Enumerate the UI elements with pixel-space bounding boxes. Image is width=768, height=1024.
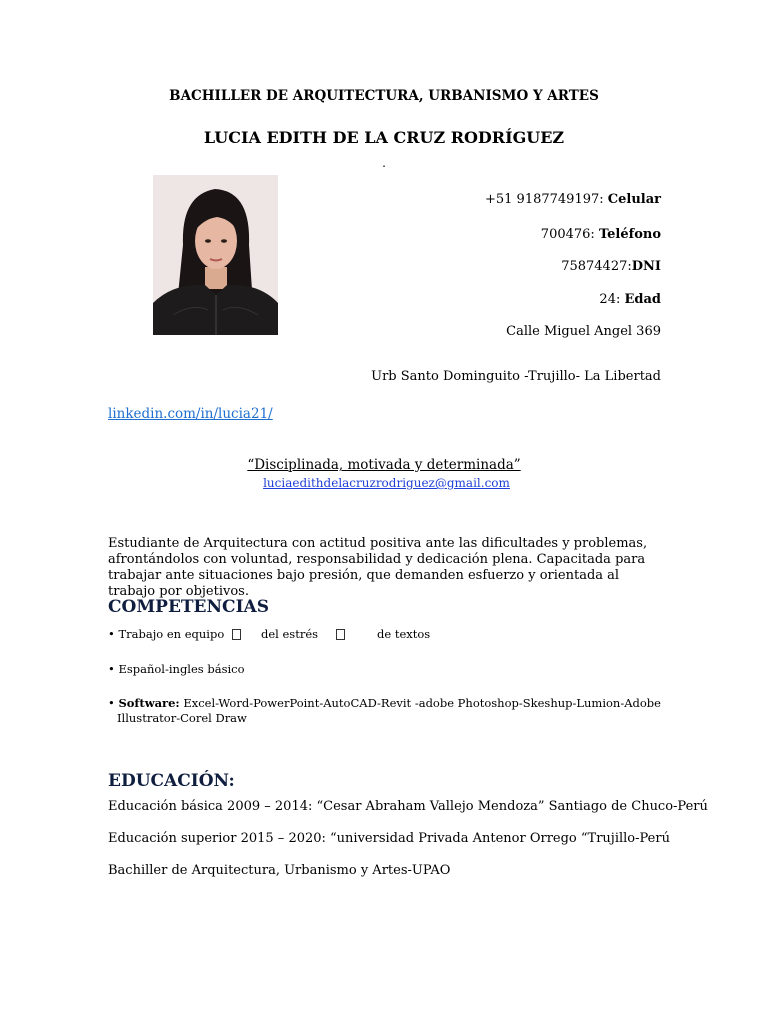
education-basic: Educación básica 2009 – 2014: “Cesar Abraham Vallejo Mendoza” Santiago de Chuco-Perú <box>108 799 708 814</box>
dni-value: 75874427: <box>561 259 632 274</box>
education-degree: Bachiller de Arquitectura, Urbanismo y Artes-UPAO <box>108 863 451 878</box>
edad-line <box>599 292 661 307</box>
competencias-heading: COMPETENCIAS <box>108 597 269 617</box>
competencia-item-1 <box>108 627 241 642</box>
linkedin-link[interactable]: linkedin.com/in/lucia21/ <box>108 406 273 422</box>
email-link[interactable]: luciaedithdelacruzrodriguez@gmail.com <box>263 476 510 490</box>
competencia-teamwork: Trabajo en equipo <box>118 627 225 641</box>
competencia-texts: de textos <box>377 627 431 641</box>
name-dot: . <box>382 156 386 170</box>
bullet: • <box>108 662 115 676</box>
profile-summary: Estudiante de Arquitectura con actitud positiva ante las dificultades y problemas, afrontándolos con voluntad, responsabilidad y dedicación plena. Capacitada para trabajar ante situaciones bajo presión, que demanden esfuerzo y orientada al trabajo por objetivos. <box>108 536 648 599</box>
missing-glyph-icon <box>232 629 241 640</box>
telefono-value: 700476: <box>540 227 599 242</box>
competencia-stress: del estrés <box>261 627 345 642</box>
celular-line <box>485 192 661 207</box>
dni-line <box>561 259 661 274</box>
software-list-continued: Illustrator-Corel Draw <box>117 711 247 725</box>
telefono-label: Teléfono <box>598 227 661 242</box>
competencia-languages: Español-ingles básico <box>118 662 245 676</box>
software-list: Excel-Word-PowerPoint-AutoCAD-Revit -adobe Photoshop-Skeshup-Lumion-Adobe <box>179 696 661 710</box>
educacion-heading: EDUCACIÓN: <box>108 771 235 791</box>
edad-value: 24: <box>599 292 625 307</box>
profile-photo <box>153 175 278 335</box>
competencia-item-2 <box>108 662 245 676</box>
degree-title: BACHILLER DE ARQUITECTURA, URBANISMO Y ARTES <box>169 88 599 104</box>
missing-glyph-icon <box>336 629 345 640</box>
portrait-image <box>153 175 278 335</box>
celular-value: +51 9187749197: <box>484 192 608 207</box>
bullet: • <box>108 627 115 641</box>
address-line-2: Urb Santo Dominguito -Trujillo- La Libertad <box>371 369 661 384</box>
edad-label: Edad <box>624 292 661 307</box>
person-name: LUCIA EDITH DE LA CRUZ RODRÍGUEZ <box>203 128 565 147</box>
celular-label: Celular <box>607 192 661 207</box>
competencia-item-3 <box>108 696 661 710</box>
motto: “Disciplinada, motivada y determinada” <box>247 457 521 473</box>
dni-label: DNI <box>631 259 661 274</box>
bullet: • <box>108 696 115 710</box>
software-label: Software: <box>118 696 180 710</box>
education-higher: Educación superior 2015 – 2020: “universidad Privada Antenor Orrego “Trujillo-Perú <box>108 831 670 846</box>
address-line-1: Calle Miguel Angel 369 <box>506 324 661 339</box>
telefono-line <box>541 227 661 242</box>
